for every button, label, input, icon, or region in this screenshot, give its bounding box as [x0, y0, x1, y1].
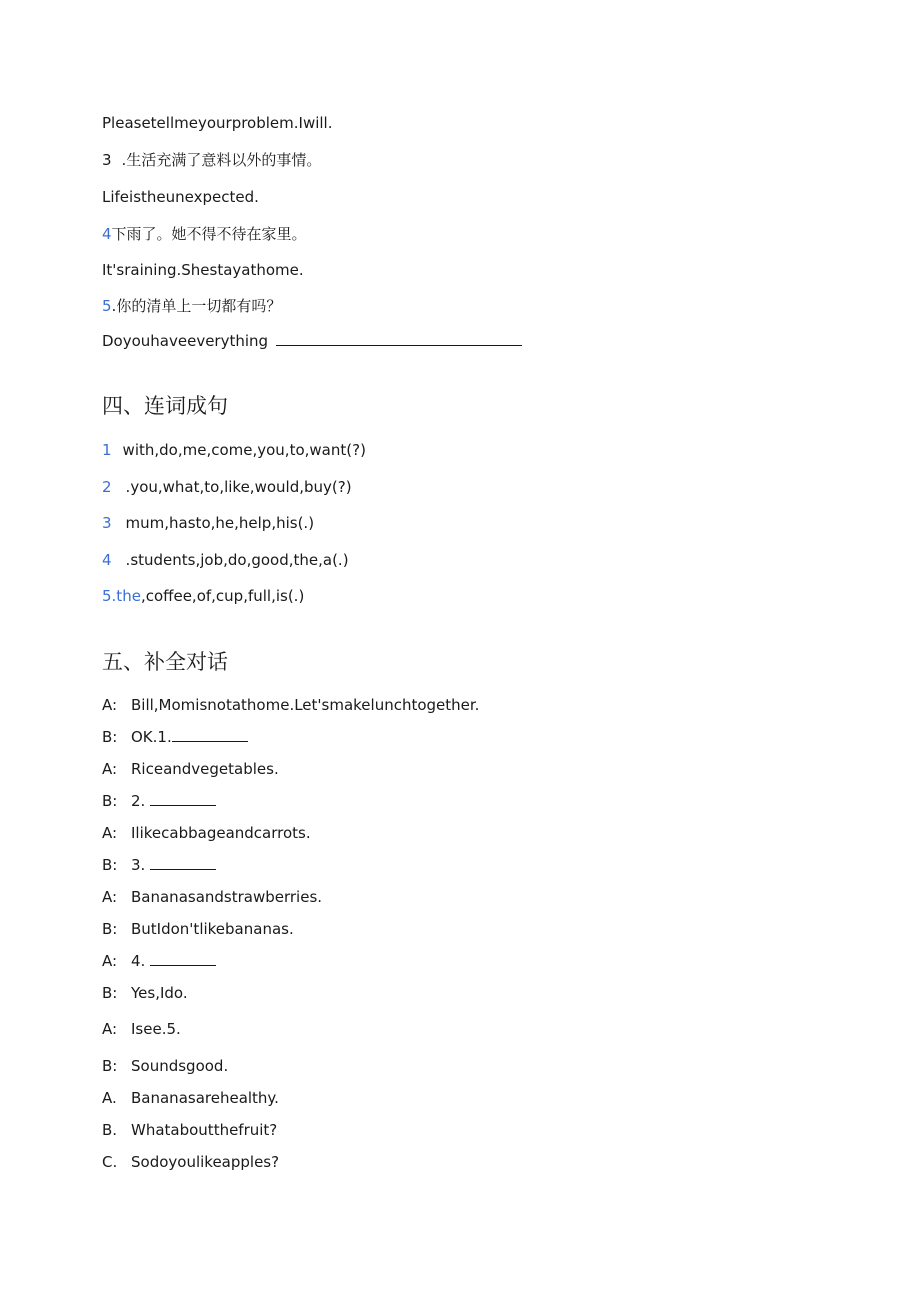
answer-blank[interactable]: [276, 331, 522, 346]
sentence-line: Pleasetellmeyourproblem.Iwill.: [102, 114, 333, 132]
speaker-label: B:: [102, 920, 118, 938]
section-heading: 五、补全对话: [102, 650, 228, 674]
dialog-text: Yes,Ido.: [131, 984, 188, 1002]
speaker-label: B:: [102, 792, 118, 810]
option-text: Whataboutthefruit?: [131, 1121, 278, 1139]
dialog-line: [102, 727, 248, 747]
option-label: B.: [102, 1121, 118, 1139]
sentence-line: It'sraining.Shestayathome.: [102, 261, 304, 279]
sentence-line: Lifeistheunexpected.: [102, 188, 259, 206]
answer-blank[interactable]: [150, 791, 216, 806]
question-number: 4: [102, 225, 112, 243]
speaker-label: A:: [102, 888, 118, 906]
dialog-text: Ilikecabbageandcarrots.: [131, 824, 311, 842]
dialog-text: Bill,Momisnotathome.Let'smakelunchtogether.: [131, 696, 480, 714]
speaker-label: A:: [102, 760, 118, 778]
item-number: 3: [102, 514, 112, 532]
dialog-text: 4.: [131, 952, 146, 970]
dialog-line: [102, 919, 294, 939]
option-text: Sodoyoulikeapples?: [131, 1153, 280, 1171]
question-5: [102, 296, 281, 316]
question-3: [102, 150, 321, 170]
speaker-label: B:: [102, 1057, 118, 1075]
dialog-line: [102, 695, 479, 715]
list-item: [102, 550, 349, 570]
answer-blank[interactable]: [150, 855, 216, 870]
dialog-line: [102, 983, 188, 1003]
answer-blank[interactable]: [150, 951, 216, 966]
option-text: Bananasarehealthy.: [131, 1089, 279, 1107]
dialog-text: OK.1.: [131, 728, 172, 746]
dialog-text: Isee.5.: [131, 1020, 181, 1038]
list-item: [102, 586, 304, 606]
item-text: ,coffee,of,cup,full,is(.): [140, 587, 305, 605]
dialog-line: [102, 1019, 181, 1039]
dialog-line: [102, 759, 279, 779]
list-item: [102, 477, 352, 497]
dialog-line: [102, 791, 216, 811]
question-number: 5: [102, 297, 112, 315]
list-item: [102, 513, 314, 533]
dialog-line: [102, 823, 311, 843]
item-number: 1: [102, 441, 112, 459]
option-label: C.: [102, 1153, 118, 1171]
speaker-label: A:: [102, 952, 118, 970]
item-text: .students,job,do,good,the,a(.): [125, 551, 349, 569]
item-text: mum,hasto,he,help,his(.): [125, 514, 315, 532]
dialog-line: [102, 951, 216, 971]
dialog-text: Bananasandstrawberries.: [131, 888, 323, 906]
question-chinese: 下雨了。她不得不待在家里。: [111, 225, 307, 243]
speaker-label: B:: [102, 728, 118, 746]
option-line: [102, 1088, 279, 1108]
dialog-line: [102, 855, 216, 875]
speaker-label: B:: [102, 856, 118, 874]
dialog-text: 3.: [131, 856, 146, 874]
speaker-label: A:: [102, 1020, 118, 1038]
dialog-line: [102, 1056, 228, 1076]
section-heading: 四、连词成句: [102, 394, 228, 418]
question-number: 3: [102, 151, 112, 169]
question-4: [102, 224, 307, 244]
question-chinese: .生活充满了意料以外的事情。: [121, 151, 322, 169]
sentence-text: Doyouhaveeverything: [102, 332, 269, 350]
option-line: [102, 1152, 279, 1172]
speaker-label: B:: [102, 984, 118, 1002]
option-line: [102, 1120, 277, 1140]
dialog-line: [102, 887, 322, 907]
dialog-text: 2.: [131, 792, 146, 810]
dialog-text: Riceandvegetables.: [131, 760, 279, 778]
dialog-text: ButIdon'tlikebananas.: [131, 920, 294, 938]
list-item: [102, 440, 366, 460]
speaker-label: A:: [102, 696, 118, 714]
item-text: with,do,me,come,you,to,want(?): [122, 441, 366, 459]
speaker-label: A:: [102, 824, 118, 842]
question-chinese: .你的清单上一切都有吗？: [111, 297, 282, 315]
dialog-text: Soundsgood.: [131, 1057, 229, 1075]
sentence-line: [102, 331, 522, 351]
item-number: 2: [102, 478, 112, 496]
answer-blank[interactable]: [172, 727, 248, 742]
item-text: .you,what,to,like,would,buy(?): [125, 478, 352, 496]
option-label: A.: [102, 1089, 117, 1107]
item-number: 5.the: [102, 587, 141, 605]
item-number: 4: [102, 551, 112, 569]
